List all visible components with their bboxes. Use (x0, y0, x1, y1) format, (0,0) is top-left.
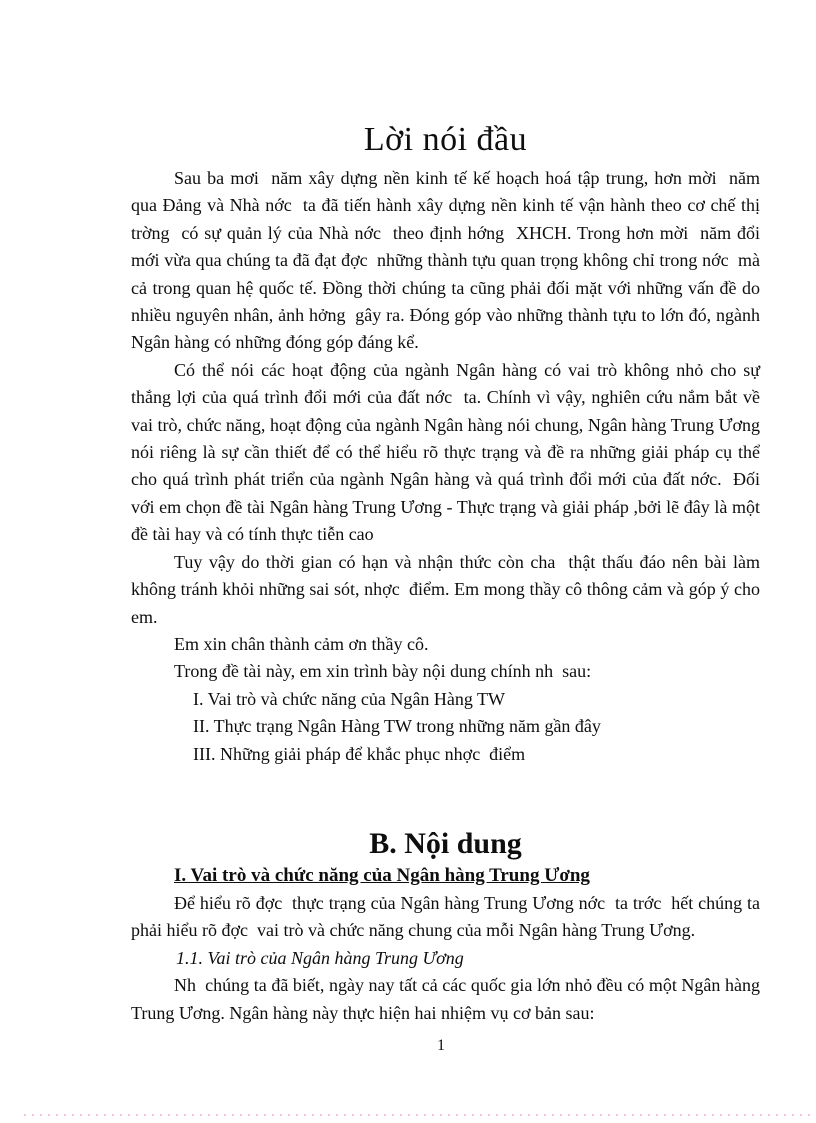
section-intro-paragraph: Để hiểu rõ đợc thực trạng của Ngân hàng Trung Ương nớc ta trớc hết chúng ta phải hiểu rõ đợc vai trò và chức năng chung của mỗi Ngân hàng Trung Ương. (131, 892, 765, 941)
intro-paragraph-1: Sau ba mơi năm xây dựng nền kinh tế kế hoạch hoá tập trung, hơn mời năm qua Đảng và Nhà nớc ta đã tiến hành xây dựng nền kinh tế vận hành theo cơ chế thị trờng có sự quản lý của Nhà nớc theo định hớng XHCH. Trong hơn mời năm đổi mới vừa qua chúng ta đã đạt đợc những thành tựu quan trọng không chỉ trong nớc mà cả trong quan hệ quốc tế. Đồng thời chúng ta cũng phải đối mặt với những vấn đề do nhiều nguyên nhân, ảnh hởng gây ra. Đóng góp vào những thành tựu to lớn đó, ngành Ngân hàng có những đóng góp đáng kể. (131, 168, 765, 353)
subsection-1-1-heading: 1.1. Vai trò của Ngân hàng Trung Ương (176, 947, 464, 968)
page-number: 1 (437, 1037, 445, 1054)
thanks-line: Em xin chân thành cảm ơn thầy cô. (174, 633, 429, 654)
outline-intro-line: Trong đề tài này, em xin trình bày nội dung chính nh sau: (174, 661, 592, 682)
outline-item-3: III. Những giải pháp để khắc phục nhợc điểm (193, 743, 526, 764)
outline-list (131, 686, 760, 768)
bottom-dotted-line (24, 1114, 816, 1116)
intro-paragraph-2: Có thể nói các hoạt động của ngành Ngân hàng có vai trò không nhỏ cho sự thắng lợi của quá trình đổi mới của đất nớc ta. Chính vì vậy, nghiên cứu nắm bắt về vai trò, chức năng, hoạt động của ngành Ngân hàng nói chung, Ngân hàng Trung Ương nói riêng là sự cần thiết để có thể hiểu rõ thực trạng và đề ra những giải pháp cụ thể cho quá trình phát triển của ngành Ngân hàng và quá trình đổi mới của đất nớc. Đối với em chọn đề tài Ngân hàng Trung Ương - Thực trạng và giải pháp ,bởi lẽ đây là một đề tài hay và có tính thực tiễn cao (131, 359, 765, 545)
subsection-heading-vai-tro (174, 862, 760, 890)
outline-item-1: I. Vai trò và chức năng của Ngân Hàng TW (193, 688, 505, 709)
outline-item-2: II. Thực trạng Ngân Hàng TW trong những năm gần đây (193, 716, 601, 737)
intro-paragraph-3: Tuy vậy do thời gian có hạn và nhận thức còn cha thật thấu đáo nên bài làm không tránh khỏi những sai sót, nhợc điểm. Em mong thầy cô thông cảm và góp ý cho em. (131, 551, 765, 627)
subsection-heading-text: I. Vai trò và chức năng của Ngân hàng Trung Ương (174, 864, 590, 886)
document-title: Lời nói đầu (363, 121, 528, 158)
section-heading-noi-dung: B. Nội dung (369, 826, 522, 860)
subsection-1-1-paragraph: Nh chúng ta đã biết, ngày nay tất cả các quốc gia lớn nhỏ đều có một Ngân hàng Trung Ương. Ngân hàng này thực hiện hai nhiệm vụ cơ bản sau: (131, 975, 765, 1023)
